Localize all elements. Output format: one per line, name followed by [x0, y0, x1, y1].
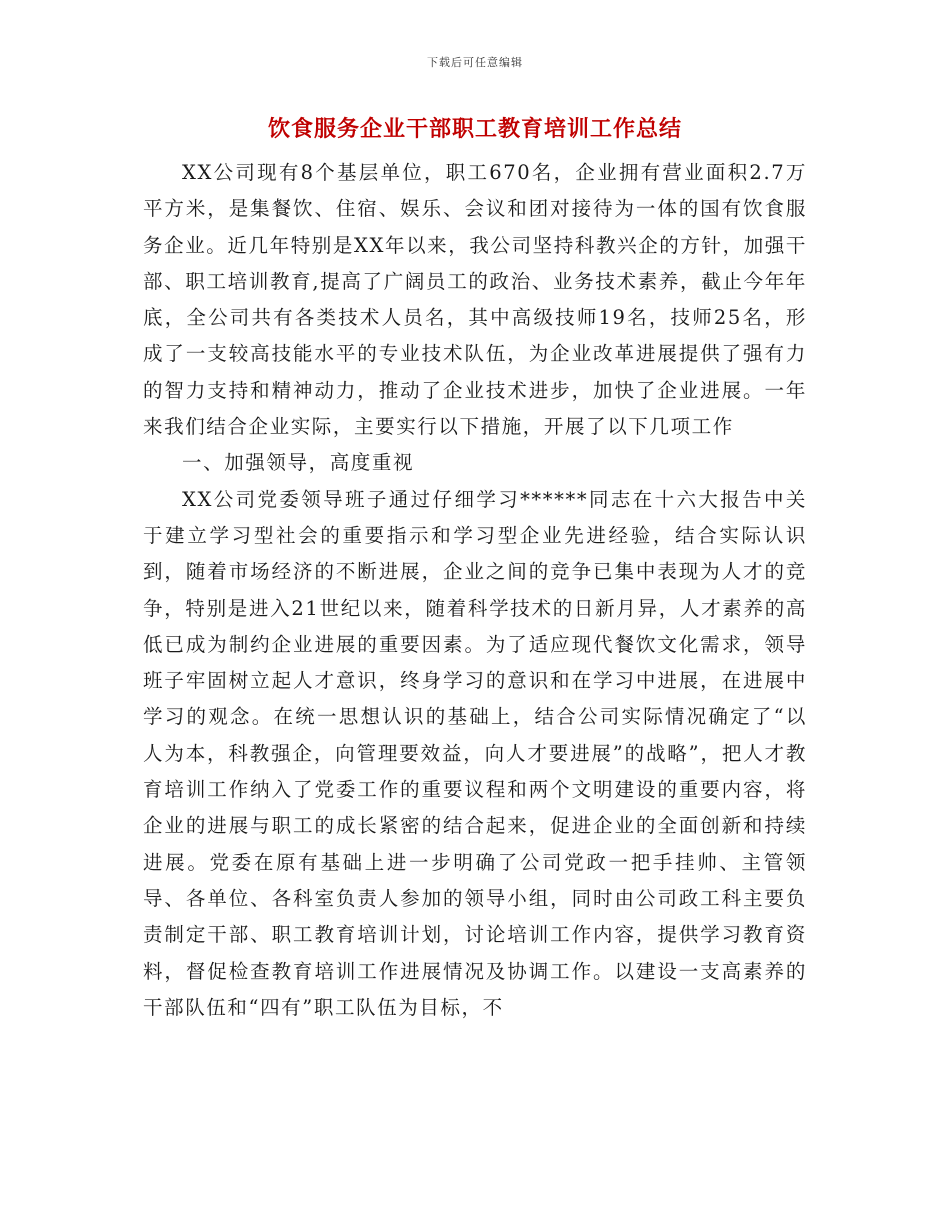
paragraph-intro: XX公司现有8个基层单位，职工670名，企业拥有营业面积2.7万平方米，是集餐饮、住宿、娱乐、会议和团对接待为一体的国有饮食服务企业。近几年特别是XX年以来，我公司坚持科教兴企的方针，加强干部、职工培训教育,提高了广阔员工的政治、业务技术素养，截止今年年底，全公司共有各类技术人员名，其中高级技师19名，技师25名，形成了一支较高技能水平的专业技术队伍，为企业改革进展提供了强有力的智力支持和精神动力，推动了企业技术进步，加快了企业进展。一年来我们结合企业实际，主要实行以下措施，开展了以下几项工作: [143, 161, 807, 439]
header-note: 下载后可任意编辑: [427, 56, 523, 69]
document-body: [143, 155, 807, 1026]
document-title: 饮食服务企业干部职工教育培训工作总结: [267, 116, 682, 142]
paragraph-section-1: XX公司党委领导班子通过仔细学习******同志在十六大报告中关于建立学习型社会的重要指示和学习型企业先进经验，结合实际认识到，随着市场经济的不断进展，企业之间的竞争已集中表现为人才的竞争，特别是进入21世纪以来，随着科学技术的日新月异，人才素养的高低已成为制约企业进展的重要因素。为了适应现代餐饮文化需求，领导班子牢固树立起人才意识，终身学习的意识和在学习中进展，在进展中学习的观念。在统一思想认识的基础上，结合公司实际情况确定了“以人为本，科教强企，向管理要效益，向人才要进展”的战略”，把人才教育培训工作纳入了党委工作的重要议程和两个文明建设的重要内容，将企业的进展与职工的成长紧密的结合起来，促进企业的全面创新和持续进展。党委在原有基础上进一步明确了公司党政一把手挂帅、主管领导、各单位、各科室负责人参加的领导小组，同时由公司政工科主要负责制定干部、职工教育培训计划，讨论培训工作内容，提供学习教育资料，督促检查教育培训工作进展情况及协调工作。以建设一支高素养的干部队伍和“四有”职工队伍为目标，不: [143, 487, 807, 1019]
section-heading: 一、加强领导，高度重视: [182, 451, 415, 475]
